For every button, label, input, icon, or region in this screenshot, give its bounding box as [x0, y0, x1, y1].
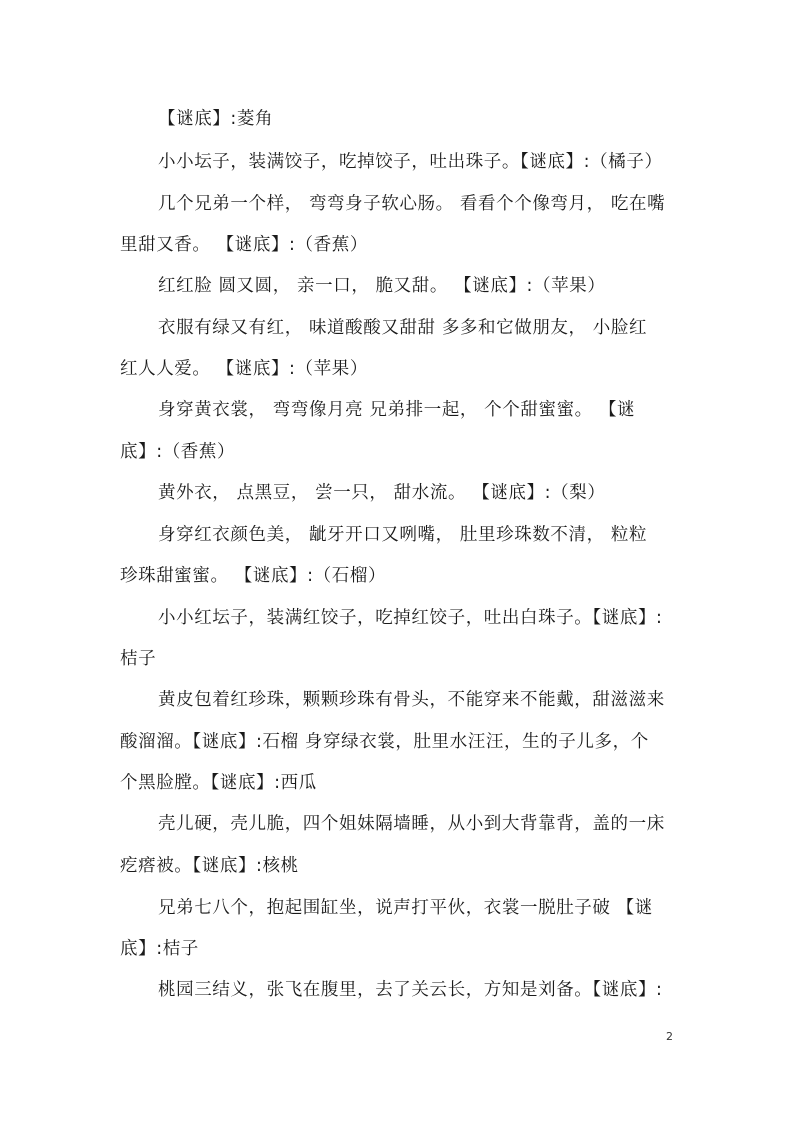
text-line: 身穿红衣颜色美， 龇牙开口又咧嘴， 肚里珍珠数不清， 粒粒: [158, 525, 648, 545]
text-line: 【谜底】:菱角: [158, 109, 274, 129]
text-line: 里甜又香。 【谜底】:（香蕉）: [120, 235, 368, 255]
text-line: 桔子: [120, 649, 157, 669]
text-line: 几个兄弟一个样， 弯弯身子软心肠。 看看个个像弯月， 吃在嘴: [158, 194, 666, 214]
text-line: 个黑脸膛。【谜底】:西瓜: [120, 773, 317, 793]
text-line: 黄外衣， 点黑豆， 尝一只， 甜水流。 【谜底】:（梨）: [158, 483, 606, 503]
text-line: 底】:（香蕉）: [120, 442, 236, 462]
text-line: 底】:桔子: [120, 939, 199, 959]
text-line: 红红脸 圆又圆， 亲一口， 脆又甜。 【谜底】:（苹果）: [158, 276, 606, 296]
text-line: 红人人爱。 【谜底】:（苹果）: [120, 359, 368, 379]
text-line: 疙瘩被。【谜底】:核桃: [120, 856, 299, 876]
text-line: 兄弟七八个，抱起围缸坐，说声打平伙，衣裳一脱肚子破 【谜: [158, 898, 653, 918]
text-line: 身穿黄衣裳， 弯弯像月亮 兄弟排一起， 个个甜蜜蜜。 【谜: [158, 400, 636, 420]
text-line: 珍珠甜蜜蜜。 【谜底】:（石榴）: [120, 566, 387, 586]
text-line: 小小红坛子，装满红饺子，吃掉红饺子，吐出白珠子。【谜底】:: [158, 608, 663, 628]
text-line: 酸溜溜。【谜底】:石榴 身穿绿衣裳，肚里水汪汪，生的子儿多，个: [120, 732, 649, 752]
text-line: 衣服有绿又有红， 味道酸酸又甜甜 多多和它做朋友， 小脸红: [158, 318, 648, 338]
text-line: 桃园三结义，张飞在腹里，去了关云长，方知是刘备。【谜底】:: [158, 980, 663, 1000]
text-line: 小小坛子，装满饺子，吃掉饺子，吐出珠子。【谜底】:（橘子）: [158, 152, 663, 172]
text-line: 壳儿硬，壳儿脆，四个姐妹隔墙睡，从小到大背靠背，盖的一床: [158, 814, 665, 834]
text-line: 黄皮包着红珍珠，颗颗珍珠有骨头，不能穿来不能戴，甜滋滋来: [158, 690, 665, 710]
page-number: 2: [666, 1030, 673, 1043]
